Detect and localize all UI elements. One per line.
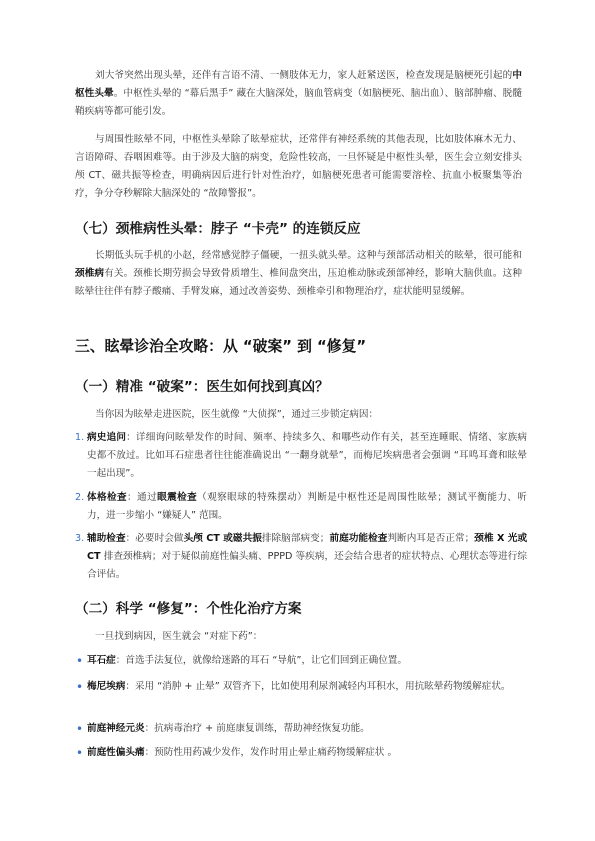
term-cervical-spondylosis: 颈椎病 — [75, 268, 105, 279]
list-item-otolithiasis — [75, 652, 527, 670]
list-number: 2. — [75, 492, 85, 503]
paragraph-text: 刘大爷突然出现头晕，还伴有言语不清、一侧肢体无力，家人赶紧送医，检查发现是脑梗死引起的 — [95, 70, 513, 81]
bullet-icon: • — [76, 722, 84, 736]
term-central-vertigo: 中枢性头晕 — [75, 70, 522, 99]
list-item-history — [75, 429, 527, 483]
paragraph-cervical-vertigo — [75, 247, 522, 301]
paragraph-central-vertigo-case — [75, 67, 522, 121]
list-item-menieres — [75, 678, 527, 696]
paragraph-central-vertigo-features: 与周围性眩晕不同，中枢性头晕除了眩晕症状，还常伴有神经系统的其他表现，比如肢体麻木无力、言语障碍、吞咽困难等。由于涉及大脑的病变，危险性较高，一旦怀疑是中枢性头晕，医生会立刻安排头颅 CT、磁共振等检查，明确病因后进行针对性治疗，如脑梗死患者可能需要溶栓、抗血小板聚集等治疗，争分夺秒解除大脑深处的 “故障警报”。 — [75, 134, 522, 199]
bullet-icon: • — [76, 680, 84, 694]
heading-scientific-treatment: （二）科学 “修复”：个性化治疗方案 — [75, 601, 302, 617]
paragraph-text: 。中枢性头晕的 “幕后黑手” 藏在大脑深处，脑血管病变（如脑梗死、脑出血）、脑部肿瘤、脱髓鞘疾病等都可能引发。 — [75, 88, 522, 117]
list-item-vestibular-migraine — [75, 744, 527, 762]
list-item-physical-exam — [75, 489, 527, 525]
bullet-icon: • — [76, 654, 84, 668]
list-item-text: 前庭神经元炎：抗病毒治疗 + 前庭康复训练，帮助神经恢复功能。 — [87, 723, 370, 734]
list-number: 3. — [75, 533, 85, 544]
list-number: 1. — [75, 432, 85, 443]
paragraph-three-steps-intro: 当你因为眩晕走进医院，医生就像 “大侦探”，通过三步锁定病因： — [95, 409, 379, 420]
paragraph-treatment-intro: 一旦找到病因，医生就会 “对症下药”： — [95, 631, 263, 642]
paragraph-text: 有关。颈椎长期劳损会导致骨质增生、椎间盘突出，压迫椎动脉或颈部神经，影响大脑供血。这种眩晕往往伴有脖子酸痛、手臂发麻，通过改善姿势、颈椎牵引和物理治疗，症状能明显缓解。 — [75, 268, 522, 297]
bullet-icon: • — [76, 746, 84, 760]
list-item-text: 耳石症：首选手法复位，就像给迷路的耳石 “导航”，让它们回到正确位置。 — [87, 655, 407, 666]
list-item-text: 辅助检查：必要时会做头颅 CT 或磁共振排除脑部病变；前庭功能检查判断内耳是否正常；颈椎 X 光或 CT 排查颈椎病；对于疑似前庭性偏头痛、PPPD 等疾病，还会结合患者的症状特点、心理状态等进行综合评估。 — [87, 533, 528, 580]
paragraph-text: 长期低头玩手机的小赵，经常感觉脖子僵硬，一扭头就头晕。这种与颈部活动相关的眩晕，很可能和 — [95, 250, 522, 261]
section-heading-diagnosis-treatment: 三、眩晕诊治全攻略：从 “破案” 到 “修复” — [75, 338, 367, 355]
list-item-text: 前庭性偏头痛：预防性用药减少发作，发作时用止晕止痛药物缓解症状 。 — [87, 747, 398, 758]
heading-cervical-vertigo: （七）颈椎病性头晕：脖子 “卡壳” 的连锁反应 — [75, 221, 361, 237]
list-item-text: 梅尼埃病：采用 “消肿 + 止晕” 双管齐下，比如使用利尿剂减轻内耳积水，用抗眩晕药物缓解症状。 — [87, 681, 511, 692]
heading-precise-diagnosis: （一）精准 “破案”：医生如何找到真凶？ — [75, 379, 329, 395]
list-item-text: 体格检查：通过眼震检查（观察眼球的特殊摆动）判断是中枢性还是周围性眩晕；测试平衡能力、听力，进一步缩小 “嫌疑人” 范围。 — [87, 492, 528, 521]
list-item-text: 病史追问：详细询问眩晕发作的时间、频率、持续多久、和哪些动作有关，甚至连睡眠、情绪、家族病史都不放过。比如耳石症患者往往能准确说出 “一翻身就晕”，而梅尼埃病患者会强调 “耳鸣耳聋和眩晕一起出现”。 — [87, 432, 528, 479]
list-item-auxiliary-exam — [75, 530, 527, 584]
list-item-vestibular-neuritis — [75, 720, 527, 738]
